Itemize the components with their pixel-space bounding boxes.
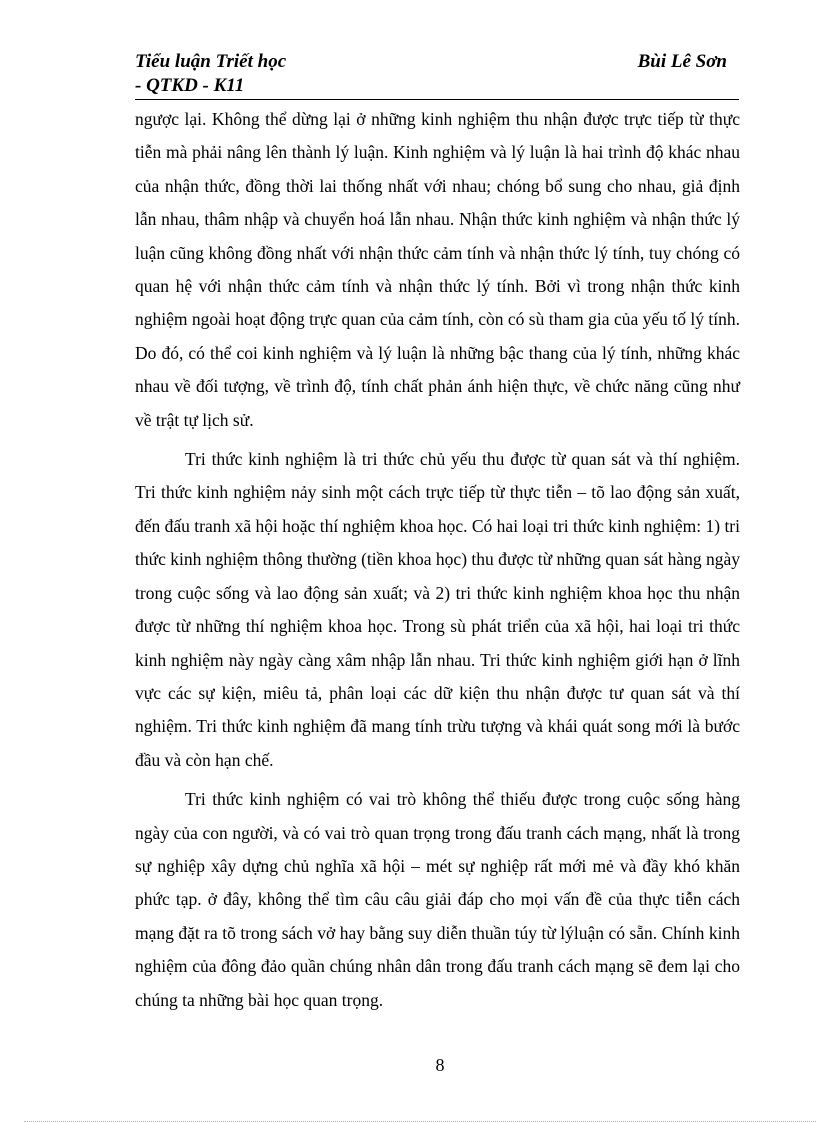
- body-text: [135, 103, 740, 1023]
- paragraph: Tri thức kinh nghiệm có vai trò không thể thiếu được trong cuộc sống hàng ngày của con người, và có vai trò quan trọng trong đấu tranh cách mạng, nhất là trong sự nghiệp xây dựng chủ nghĩa xã hội – mét sự nghiệp rất mới mẻ và đầy khó khăn phức tạp. ở đây, không thể tìm câu câu giải đáp cho mọi vấn đề của thực tiễn cách mạng đặt ra tõ trong sách vở hay bằng suy diễn thuần túy từ lýluận có sẵn. Chính kinh nghiệm của đông đảo quần chúng nhân dân trong đấu tranh cách mạng sẽ đem lại cho chúng ta những bài học quan trọng.: [135, 789, 740, 1010]
- header-left: [135, 50, 435, 98]
- header-title: Tiểu luận Triết học: [135, 51, 287, 72]
- paragraph: Tri thức kinh nghiệm là tri thức chủ yếu thu được từ quan sát và thí nghiệm. Tri thức kinh nghiệm nảy sinh một cách trực tiếp từ thực tiễn – tõ lao động sản xuất, đến đấu tranh xã hội hoặc thí nghiệm khoa học. Có hai loại tri thức kinh nghiệm: 1) tri thức kinh nghiệm thông thường (tiền khoa học) thu được từ những quan sát hàng ngày trong cuộc sống và lao động sản xuất; và 2) tri thức kinh nghiệm khoa học thu nhận được từ những thí nghiệm khoa học. Trong sù phát triển của xã hội, hai loại tri thức kinh nghiệm này ngày càng xâm nhập lẫn nhau. Tri thức kinh nghiệm giới hạn ở lĩnh vực các sự kiện, miêu tả, phân loại các dữ kiện thu nhận được tư quan sát và thí nghiệm. Tri thức kinh nghiệm đã mang tính trừu tượng và khái quát song mới là bước đầu và còn hạn chế.: [135, 449, 740, 770]
- header-class: - QTKD - K11: [135, 75, 245, 96]
- header-author: Bùi Lê Sơn: [637, 51, 727, 72]
- header-divider: [135, 99, 739, 100]
- page-bottom-border: [24, 1121, 816, 1122]
- page-number: 8: [435, 1055, 445, 1075]
- paragraph: ngược lại. Không thể dừng lại ở những kinh nghiệm thu nhận được trực tiếp từ thực tiễn mà phải nâng lên thành lý luận. Kinh nghiệm và lý luận là hai trình độ khác nhau của nhận thức, đồng thời lai thống nhất với nhau; chóng bổ sung cho nhau, giả định lẫn nhau, thâm nhập và chuyển hoá lẫn nhau. Nhận thức kinh nghiệm và nhận thức lý luận cũng không đồng nhất với nhận thức cảm tính và nhận thức lý tính, tuy chóng có quan hệ với nhận thức cảm tính và nhận thức lý tính. Bởi vì trong nhận thức kinh nghiệm ngoài hoạt động trực quan của cảm tính, còn có sù tham gia của yếu tố lý tính. Do đó, có thể coi kinh nghiệm và lý luận là những bậc thang của lý tính, những khác nhau về đối tượng, về trình độ, tính chất phản ánh hiện thực, về chức năng cũng như về trật tự lịch sử.: [135, 109, 740, 430]
